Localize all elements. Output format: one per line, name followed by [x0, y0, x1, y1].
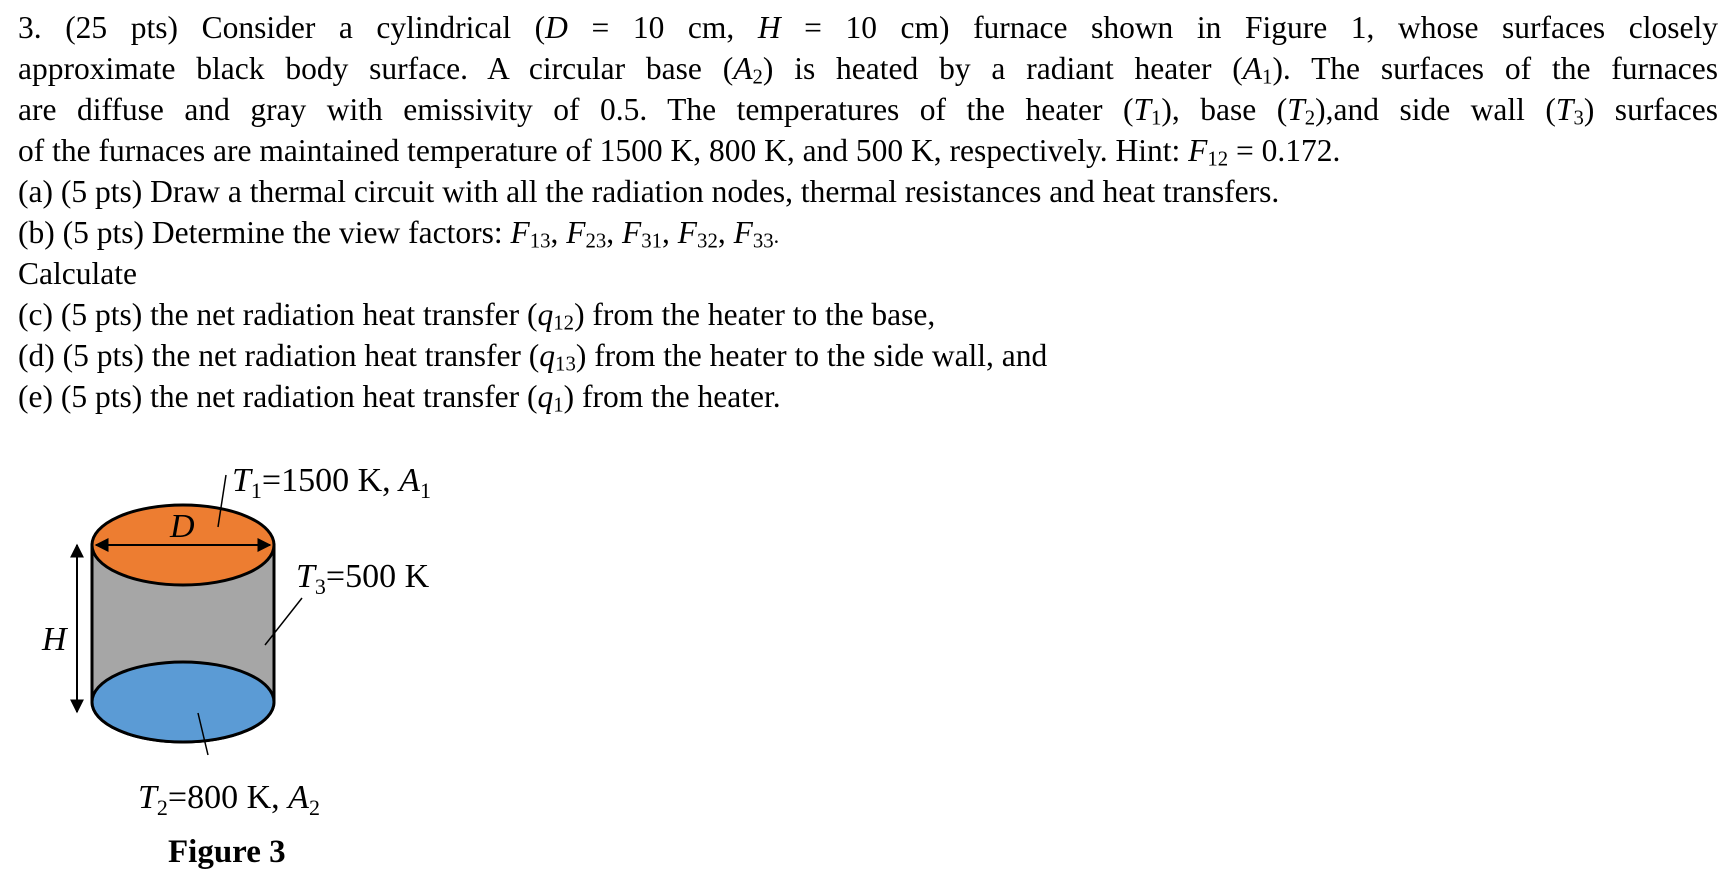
- height-label: H: [42, 621, 67, 658]
- calculate-heading: Calculate: [18, 256, 137, 291]
- bottom-base: [92, 662, 274, 742]
- part-b: (b) (5 pts) Determine the view factors: $F_{13}$, $F_{23}$, $F_{31}$, $F_{32}$, $F_{33}$.: [18, 215, 780, 253]
- problem-line-3: are diffuse and gray with emissivity of 0.5. The temperatures of the heater $(T_1)$, base $(T_2),and$ side wall $(T_3)$ surfaces: [18, 92, 1719, 130]
- problem-line-2: approximate black body surface. A circular base $(A_2)$ is heated by a radiant heater $(A_1)$. The surfaces of the furnaces: [18, 51, 1718, 89]
- diameter-label: D: [170, 508, 195, 545]
- base-label: $T_2=800$ K, $A_2$: [138, 779, 320, 820]
- part-c: (c) (5 pts) the net radiation heat transfer $(q_{12})$ from the heater to the base,: [18, 297, 936, 335]
- part-d: (d) (5 pts) the net radiation heat transfer $(q_{13})$ from the heater to the side wall, and: [18, 338, 1048, 376]
- problem-line-4: of the furnaces are maintained temperature of 1500 K, 800 K, and 500 K, respectively. Hint: $F_{12} = 0.172$.: [18, 133, 1341, 171]
- problem-line-1: 3. (25 pts) Consider a cylindrical (D = 10 cm, H = 10 cm) furnace shown in Figure 1, whose surfaces closely: [18, 10, 1718, 45]
- sidewall-label: $T_3=500$ K: [296, 558, 430, 599]
- figure-caption: Figure 3: [168, 834, 286, 870]
- heater-label: $T_1=1500$ K, $A_1$: [232, 462, 431, 503]
- part-a: (a) (5 pts) Draw a thermal circuit with all the radiation nodes, thermal resistances and heat transfers.: [18, 174, 1280, 209]
- part-e: (e) (5 pts) the net radiation heat transfer $(q_1)$ from the heater.: [18, 379, 781, 417]
